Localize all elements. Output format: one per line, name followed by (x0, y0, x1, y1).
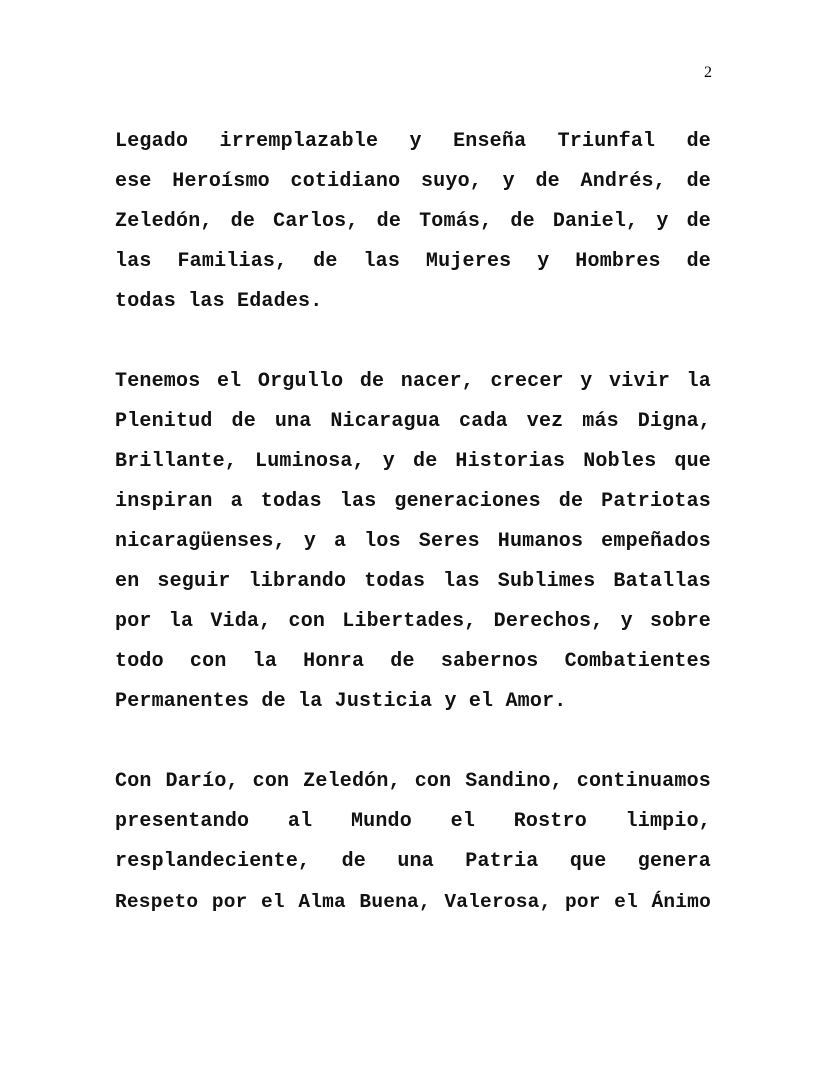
text-line: presentando al Mundo el Rostro limpio, (115, 810, 711, 833)
text-line: Legado irremplazable y Enseña Triunfal de (115, 130, 711, 153)
text-line: en seguir librando todas las Sublimes Batallas (115, 570, 711, 593)
text-line: Brillante, Luminosa, y de Historias Nobles que (115, 450, 711, 473)
text-line: ese Heroísmo cotidiano suyo, y de Andrés, de (115, 170, 711, 193)
text-line: Con Darío, con Zeledón, con Sandino, continuamos (115, 770, 711, 793)
text-line: Respeto por el Alma Buena, Valerosa, por el Ánimo (115, 891, 711, 913)
page-number: 2 (704, 64, 712, 81)
paragraph-2 (115, 362, 711, 722)
text-line: nicaragüenses, y a los Seres Humanos empeñados (115, 530, 711, 553)
paragraph-1 (115, 122, 711, 322)
text-line: Tenemos el Orgullo de nacer, crecer y vivir la (115, 370, 711, 393)
text-line: Plenitud de una Nicaragua cada vez más Digna, (115, 410, 711, 433)
text-line: Permanentes de la Justicia y el Amor. (115, 690, 567, 713)
text-line: resplandeciente, de una Patria que genera (115, 850, 711, 873)
paragraph-3 (115, 762, 711, 922)
body-text (115, 122, 711, 962)
text-line: Zeledón, de Carlos, de Tomás, de Daniel, y de (115, 210, 711, 233)
text-line: por la Vida, con Libertades, Derechos, y sobre (115, 610, 711, 633)
text-line: todas las Edades. (115, 290, 323, 313)
text-line: inspiran a todas las generaciones de Patriotas (115, 490, 711, 513)
text-line: todo con la Honra de sabernos Combatientes (115, 650, 711, 673)
text-line: las Familias, de las Mujeres y Hombres de (115, 250, 711, 273)
